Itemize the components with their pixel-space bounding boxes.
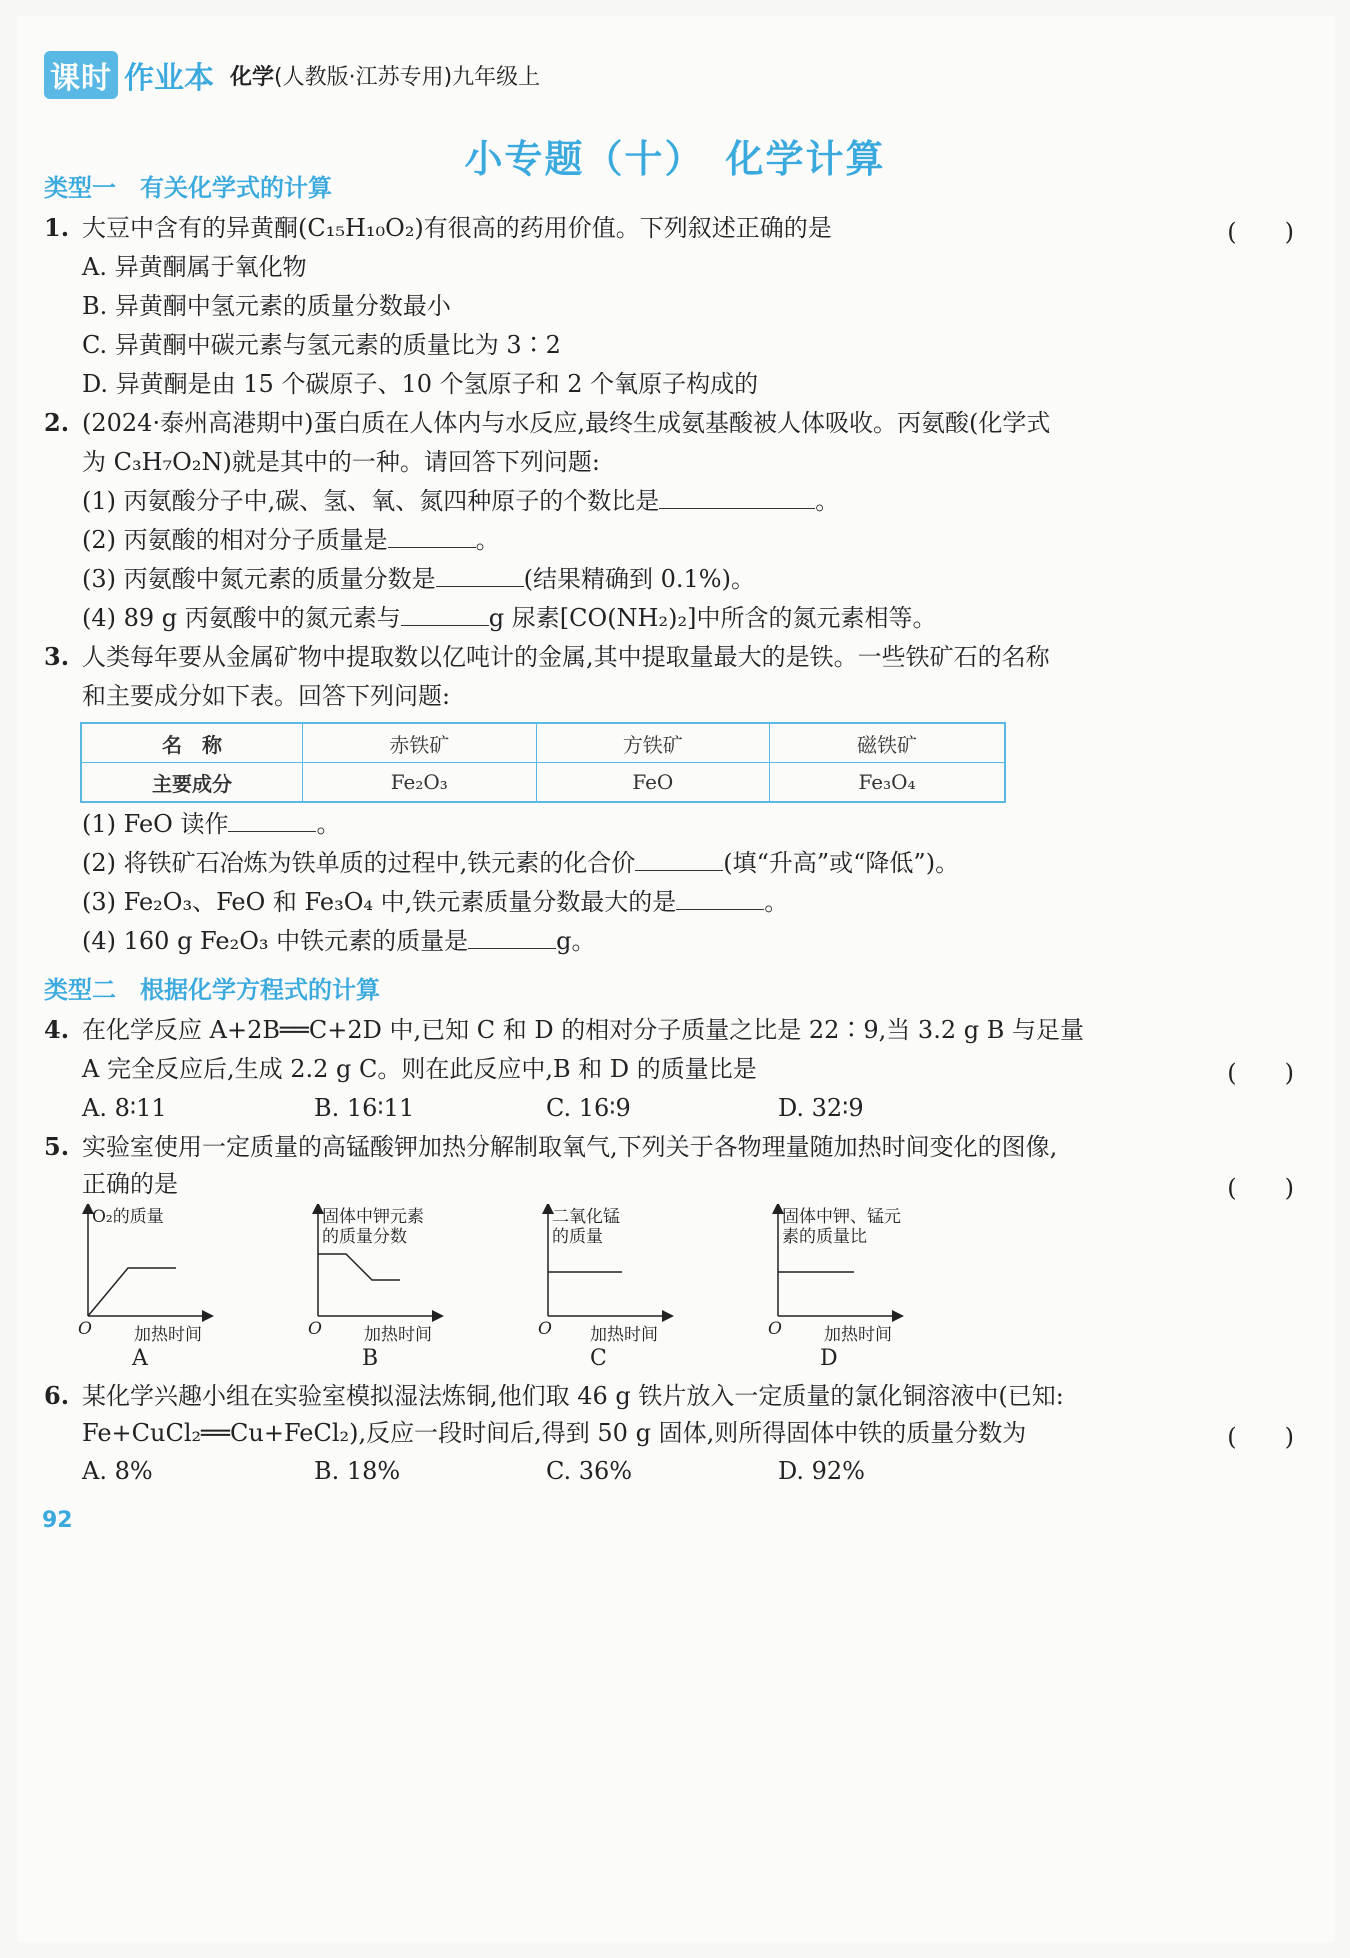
graph-a-ylabel: O₂的质量	[92, 1207, 164, 1227]
q3-stem-2: 和主要成分如下表。回答下列问题:	[82, 682, 451, 710]
table-header-component: 主要成分	[81, 763, 303, 803]
graph-c-ylabel-2: 的质量	[552, 1227, 603, 1247]
graph-a-letter: A	[132, 1346, 148, 1371]
graph-c-xlabel: 加热时间	[590, 1325, 658, 1345]
graph-d-xlabel: 加热时间	[824, 1325, 892, 1345]
graph-d[interactable]	[768, 1204, 978, 1374]
table-header-name: 名 称	[81, 723, 303, 763]
q2-part-1	[82, 485, 1328, 517]
q2-part-1-blank[interactable]	[659, 486, 815, 509]
q5-number: 5.	[44, 1132, 70, 1161]
graph-b-ylabel-2: 的质量分数	[322, 1227, 407, 1247]
graph-c-ylabel-1: 二氧化锰	[552, 1207, 620, 1227]
graph-b-origin: O	[308, 1319, 322, 1339]
graph-d-ylabel-1: 固体中钾、锰元	[782, 1207, 901, 1227]
header-subtitle	[230, 60, 540, 91]
q2-part-2-blank[interactable]	[388, 525, 476, 548]
q5-stem-1: 实验室使用一定质量的高锰酸钾加热分解制取氧气,下列关于各物理量随加热时间变化的图像,	[82, 1133, 1058, 1161]
table-cell: 方铁矿	[536, 723, 770, 763]
graph-a-origin: O	[78, 1319, 92, 1339]
q2-part-1-text: (1) 丙氨酸分子中,碳、氢、氧、氮四种原子的个数比是	[82, 487, 660, 515]
table-row	[81, 763, 1005, 803]
q3-part-2-blank[interactable]	[635, 848, 723, 871]
header	[44, 50, 540, 100]
q3-part-2	[82, 847, 1328, 879]
graph-a-curve	[88, 1268, 176, 1316]
q1-option-d[interactable]: D. 异黄酮是由 15 个碳原子、10 个氢原子和 2 个氧原子构成的	[82, 370, 759, 398]
q3-part-4-end: g。	[556, 927, 596, 955]
q3-part-4-text: (4) 160 g Fe₂O₃ 中铁元素的质量是	[82, 927, 469, 955]
q3-part-2-end: (填“升高”或“降低”)。	[723, 849, 960, 877]
header-edition: (人教版·江苏专用)九年级上	[274, 64, 541, 90]
q3-part-2-text: (2) 将铁矿石冶炼为铁单质的过程中,铁元素的化合价	[82, 849, 636, 877]
logo	[44, 51, 214, 99]
graph-a-svg	[78, 1204, 288, 1374]
q6-option-c[interactable]: C. 36%	[546, 1457, 633, 1485]
q6-option-d[interactable]: D. 92%	[778, 1457, 865, 1485]
graph-b[interactable]	[308, 1204, 518, 1374]
graph-b-curve	[318, 1254, 400, 1280]
q2-stem-1: (2024·泰州高港期中)蛋白质在人体内与水反应,最终生成氨基酸被人体吸收。丙氨酸(化学式	[82, 409, 1051, 437]
graph-d-ylabel-2: 素的质量比	[782, 1227, 867, 1247]
table-row	[81, 723, 1005, 763]
q3-part-3-blank[interactable]	[676, 887, 764, 910]
q3-part-4	[82, 925, 1328, 957]
graph-a[interactable]	[78, 1204, 288, 1374]
graph-b-ylabel-1: 固体中钾元素	[322, 1207, 424, 1227]
graph-c-letter: C	[590, 1346, 607, 1371]
q6-stem-2: Fe+CuCl₂══Cu+FeCl₂),反应一段时间后,得到 50 g 固体,则所得固体中铁的质量分数为	[82, 1419, 1027, 1447]
q1-option-c[interactable]: C. 异黄酮中碳元素与氢元素的质量比为 3∶2	[82, 331, 561, 359]
section-heading-2: 类型二 根据化学方程式的计算	[44, 976, 380, 1004]
q5-stem-2: 正确的是	[82, 1170, 178, 1198]
table-cell: 磁铁矿	[770, 723, 1005, 763]
q2-part-2	[82, 524, 1328, 556]
q2-part-2-text: (2) 丙氨酸的相对分子质量是	[82, 526, 388, 554]
page-number: 92	[42, 1508, 73, 1533]
q6-answer-paren[interactable]: ( )	[1227, 1423, 1294, 1451]
q1-answer-paren[interactable]: ( )	[1227, 218, 1294, 246]
graph-d-letter: D	[820, 1346, 838, 1371]
q3-part-3-end: 。	[764, 888, 789, 916]
q2-stem-2: 为 C₃H₇O₂N)就是其中的一种。请回答下列问题:	[82, 448, 600, 476]
q5-answer-paren[interactable]: ( )	[1227, 1174, 1294, 1202]
table-cell: FeO	[536, 763, 770, 803]
q2-part-3-blank[interactable]	[436, 564, 524, 587]
q4-stem-1: 在化学反应 A+2B══C+2D 中,已知 C 和 D 的相对分子质量之比是 22∶9,当 3.2 g B 与足量	[82, 1016, 1084, 1044]
q4-number: 4.	[44, 1015, 70, 1044]
ore-table	[80, 722, 1006, 803]
q2-part-3	[82, 563, 1328, 595]
q4-options	[82, 1092, 1182, 1124]
q2-part-3-end: (结果精确到 0.1%)。	[523, 565, 755, 593]
graph-c[interactable]	[538, 1204, 748, 1374]
graph-a-xlabel: 加热时间	[134, 1325, 202, 1345]
logo-text: 作业本	[124, 61, 214, 96]
q1-option-b[interactable]: B. 异黄酮中氢元素的质量分数最小	[82, 292, 451, 320]
q3-part-1	[82, 808, 1328, 840]
logo-box: 课时	[44, 51, 118, 99]
q2-part-2-end: 。	[475, 526, 500, 554]
graph-b-letter: B	[362, 1346, 379, 1371]
q2-part-4-text: (4) 89 g 丙氨酸中的氮元素与	[82, 604, 401, 632]
page-title: 小专题（十） 化学计算	[464, 137, 886, 181]
graph-c-origin: O	[538, 1319, 552, 1339]
q6-option-a[interactable]: A. 8%	[82, 1457, 153, 1485]
q3-stem-1: 人类每年要从金属矿物中提取数以亿吨计的金属,其中提取量最大的是铁。一些铁矿石的名称	[82, 643, 1050, 671]
q6-option-b[interactable]: B. 18%	[314, 1457, 401, 1485]
q2-part-4	[82, 602, 1328, 634]
table-cell: Fe₃O₄	[770, 763, 1005, 803]
q3-number: 3.	[44, 642, 70, 671]
q3-part-1-blank[interactable]	[228, 809, 316, 832]
q4-option-c[interactable]: C. 16∶9	[546, 1094, 631, 1122]
graph-d-origin: O	[768, 1319, 782, 1339]
q2-part-3-text: (3) 丙氨酸中氮元素的质量分数是	[82, 565, 436, 593]
q4-stem-2: A 完全反应后,生成 2.2 g C。则在此反应中,B 和 D 的质量比是	[82, 1055, 757, 1083]
q2-number: 2.	[44, 408, 70, 437]
q2-part-4-blank[interactable]	[401, 603, 489, 626]
section-heading-1: 类型一 有关化学式的计算	[44, 174, 332, 202]
q2-part-1-end: 。	[815, 487, 840, 515]
q6-stem-1: 某化学兴趣小组在实验室模拟湿法炼铜,他们取 46 g 铁片放入一定质量的氯化铜溶液中(已知:	[82, 1382, 1064, 1410]
q3-part-4-blank[interactable]	[468, 926, 556, 949]
q4-option-a[interactable]: A. 8∶11	[82, 1094, 167, 1122]
table-cell: Fe₂O₃	[303, 763, 537, 803]
q6-options	[82, 1455, 1182, 1487]
q1-option-a[interactable]: A. 异黄酮属于氧化物	[82, 253, 307, 281]
q3-part-1-end: 。	[316, 810, 341, 838]
q4-option-b[interactable]: B. 16∶11	[314, 1094, 415, 1122]
q4-option-d[interactable]: D. 32∶9	[778, 1094, 864, 1122]
q3-part-1-text: (1) FeO 读作	[82, 810, 229, 838]
q4-answer-paren[interactable]: ( )	[1227, 1059, 1294, 1087]
table-cell: 赤铁矿	[303, 723, 537, 763]
graph-b-xlabel: 加热时间	[364, 1325, 432, 1345]
q1-number: 1.	[44, 213, 70, 242]
q3-part-3-text: (3) Fe₂O₃、FeO 和 Fe₃O₄ 中,铁元素质量分数最大的是	[82, 888, 677, 916]
q3-part-3	[82, 886, 1328, 918]
header-subject: 化学	[230, 64, 275, 90]
q6-number: 6.	[44, 1381, 70, 1410]
q2-part-4-end: g 尿素[CO(NH₂)₂]中所含的氮元素相等。	[488, 604, 937, 632]
q1-stem: 大豆中含有的异黄酮(C₁₅H₁₀O₂)有很高的药用价值。下列叙述正确的是	[82, 214, 832, 242]
